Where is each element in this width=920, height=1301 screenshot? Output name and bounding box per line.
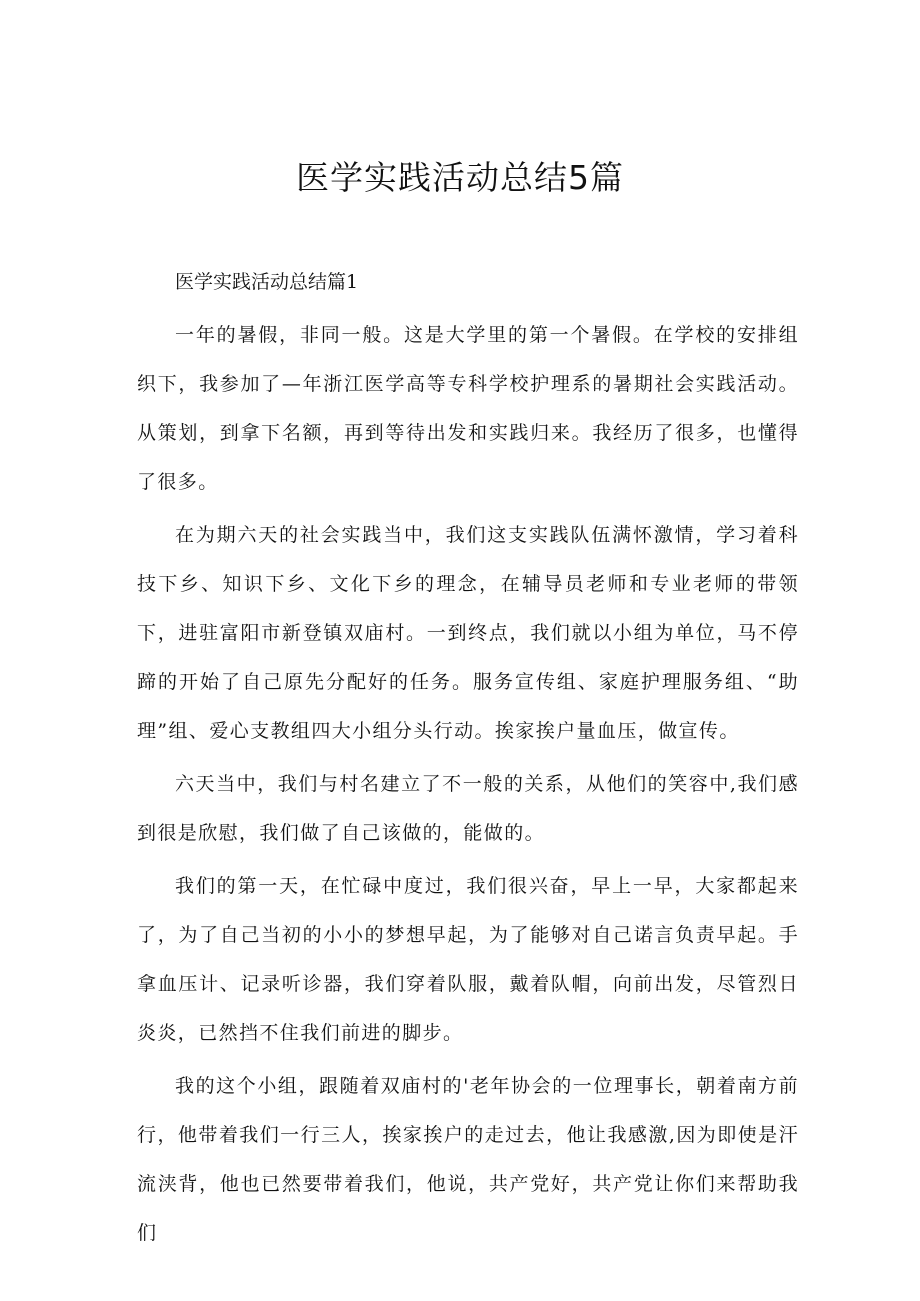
paragraph-4: 我们的第一天，在忙碌中度过，我们很兴奋，早上一早，大家都起来了，为了自己当初的小小的梦想早起，为了能够对自己诺言负责早起。手拿血压计、记录听诊器，我们穿着队服，戴着队帽，向前出发，尽管烈日炎炎，已然挡不住我们前进的脚步。 (137, 875, 799, 1044)
paragraph-2: 在为期六天的社会实践当中，我们这支实践队伍满怀激情，学习着科技下乡、知识下乡、文化下乡的理念，在辅导员老师和专业老师的带领下，进驻富阳市新登镇双庙村。一到终点，我们就以小组为单位，马不停蹄的开始了自己原先分配好的任务。服务宣传组、家庭护理服务组、“助理”组、爱心支教组四大小组分头行动。挨家挨户量血压，做宣传。 (137, 524, 799, 742)
document-body (137, 258, 799, 1262)
document-title: 医学实践活动总结5篇 (296, 158, 624, 197)
section-heading: 医学实践活动总结篇1 (175, 271, 359, 293)
paragraph-5: 我的这个小组，跟随着双庙村的'老年协会的一位理事长，朝着南方前行，他带着我们一行三人，挨家挨户的走过去，他让我感激,因为即使是汗流浃背，他也已然要带着我们，他说，共产党好，共产党让你们来帮助我们 (137, 1075, 799, 1244)
paragraph-1: 一年的暑假，非同一般。这是大学里的第一个暑假。在学校的安排组织下，我参加了—年浙江医学高等专科学校护理系的暑期社会实践活动。从策划，到拿下名额，再到等待出发和实践归来。我经历了很多，也懂得了很多。 (137, 324, 799, 493)
paragraph-3: 六天当中，我们与村名建立了不一般的关系，从他们的笑容中,我们感到很是欣慰，我们做了自己该做的，能做的。 (137, 773, 799, 844)
